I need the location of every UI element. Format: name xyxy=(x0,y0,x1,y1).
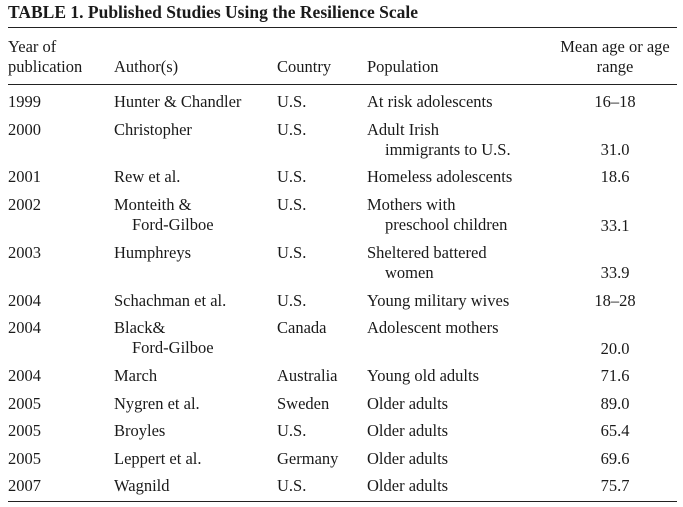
cell-population: Sheltered battered women xyxy=(367,242,487,282)
cell-year: 2005 xyxy=(8,393,41,413)
cell-population: Young military wives xyxy=(367,290,510,310)
cell-year: 2004 xyxy=(8,318,41,338)
cell-population: Older adults xyxy=(367,393,449,413)
cell-age: 69.6 xyxy=(600,448,630,468)
cell-author: Hunter & Chandler xyxy=(114,92,242,111)
cell-author: Black& Ford-Gilboe xyxy=(114,318,214,358)
cell-year: 2007 xyxy=(8,476,41,496)
cell-age: 71.6 xyxy=(600,366,630,385)
cell-author: Schachman et al. xyxy=(114,290,227,310)
cell-age: 31.0 xyxy=(600,140,630,160)
cell-country: U.S. xyxy=(277,290,307,310)
cell-age: 18–28 xyxy=(594,290,636,310)
cell-year: 2000 xyxy=(8,119,41,139)
header-age: Mean age or age range xyxy=(560,37,670,76)
cell-country: Germany xyxy=(277,448,339,468)
cell-author: Humphreys xyxy=(114,242,191,262)
cell-year: 2002 xyxy=(8,195,41,214)
cell-author: Monteith & Ford-Gilboe xyxy=(114,195,214,234)
cell-country: Canada xyxy=(277,318,327,338)
header-rule xyxy=(8,84,677,85)
cell-country: U.S. xyxy=(277,421,307,441)
header-country: Country xyxy=(277,57,332,76)
cell-age: 16–18 xyxy=(594,92,636,111)
header-year: Year of publication xyxy=(8,37,83,76)
cell-population: Older adults xyxy=(367,476,449,496)
cell-population: Homeless adolescents xyxy=(367,167,513,187)
cell-author: Wagnild xyxy=(114,476,170,496)
cell-author: Broyles xyxy=(114,421,166,441)
cell-population: At risk adolescents xyxy=(367,92,493,111)
header-population: Population xyxy=(367,57,439,76)
cell-country: U.S. xyxy=(277,167,307,187)
cell-year: 2005 xyxy=(8,448,41,468)
header-author: Author(s) xyxy=(114,57,179,76)
cell-population: Older adults xyxy=(367,448,449,468)
cell-author: March xyxy=(114,366,158,385)
cell-population: Older adults xyxy=(367,421,449,441)
cell-author: Rew et al. xyxy=(114,167,181,187)
cell-population: Mothers with preschool children xyxy=(367,195,508,234)
cell-age: 65.4 xyxy=(600,421,630,441)
cell-age: 18.6 xyxy=(600,167,630,187)
cell-population: Adolescent mothers xyxy=(367,318,499,338)
cell-country: U.S. xyxy=(277,242,307,262)
cell-year: 2004 xyxy=(8,290,41,310)
cell-country: Australia xyxy=(277,366,338,385)
cell-year: 1999 xyxy=(8,92,41,111)
bottom-rule xyxy=(8,501,677,502)
cell-country: U.S. xyxy=(277,92,307,111)
cell-age: 75.7 xyxy=(600,476,630,496)
cell-country: U.S. xyxy=(277,195,307,214)
table-caption: TABLE 1. Published Studies Using the Resilience Scale xyxy=(8,2,419,22)
cell-year: 2005 xyxy=(8,421,41,441)
cell-author: Leppert et al. xyxy=(114,448,202,468)
cell-age: 33.1 xyxy=(600,215,630,235)
cell-year: 2004 xyxy=(8,366,41,385)
cell-population: Young old adults xyxy=(367,366,480,385)
cell-age: 20.0 xyxy=(600,338,630,358)
cell-author: Nygren et al. xyxy=(114,393,200,413)
cell-population: Adult Irish immigrants to U.S. xyxy=(367,119,511,159)
cell-age: 89.0 xyxy=(600,393,630,413)
cell-age: 33.9 xyxy=(600,263,630,283)
cell-author: Christopher xyxy=(114,119,192,139)
cell-year: 2001 xyxy=(8,167,41,187)
top-rule xyxy=(8,27,677,28)
cell-country: U.S. xyxy=(277,119,307,139)
cell-country: U.S. xyxy=(277,476,307,496)
cell-country: Sweden xyxy=(277,393,330,413)
cell-year: 2003 xyxy=(8,242,41,262)
